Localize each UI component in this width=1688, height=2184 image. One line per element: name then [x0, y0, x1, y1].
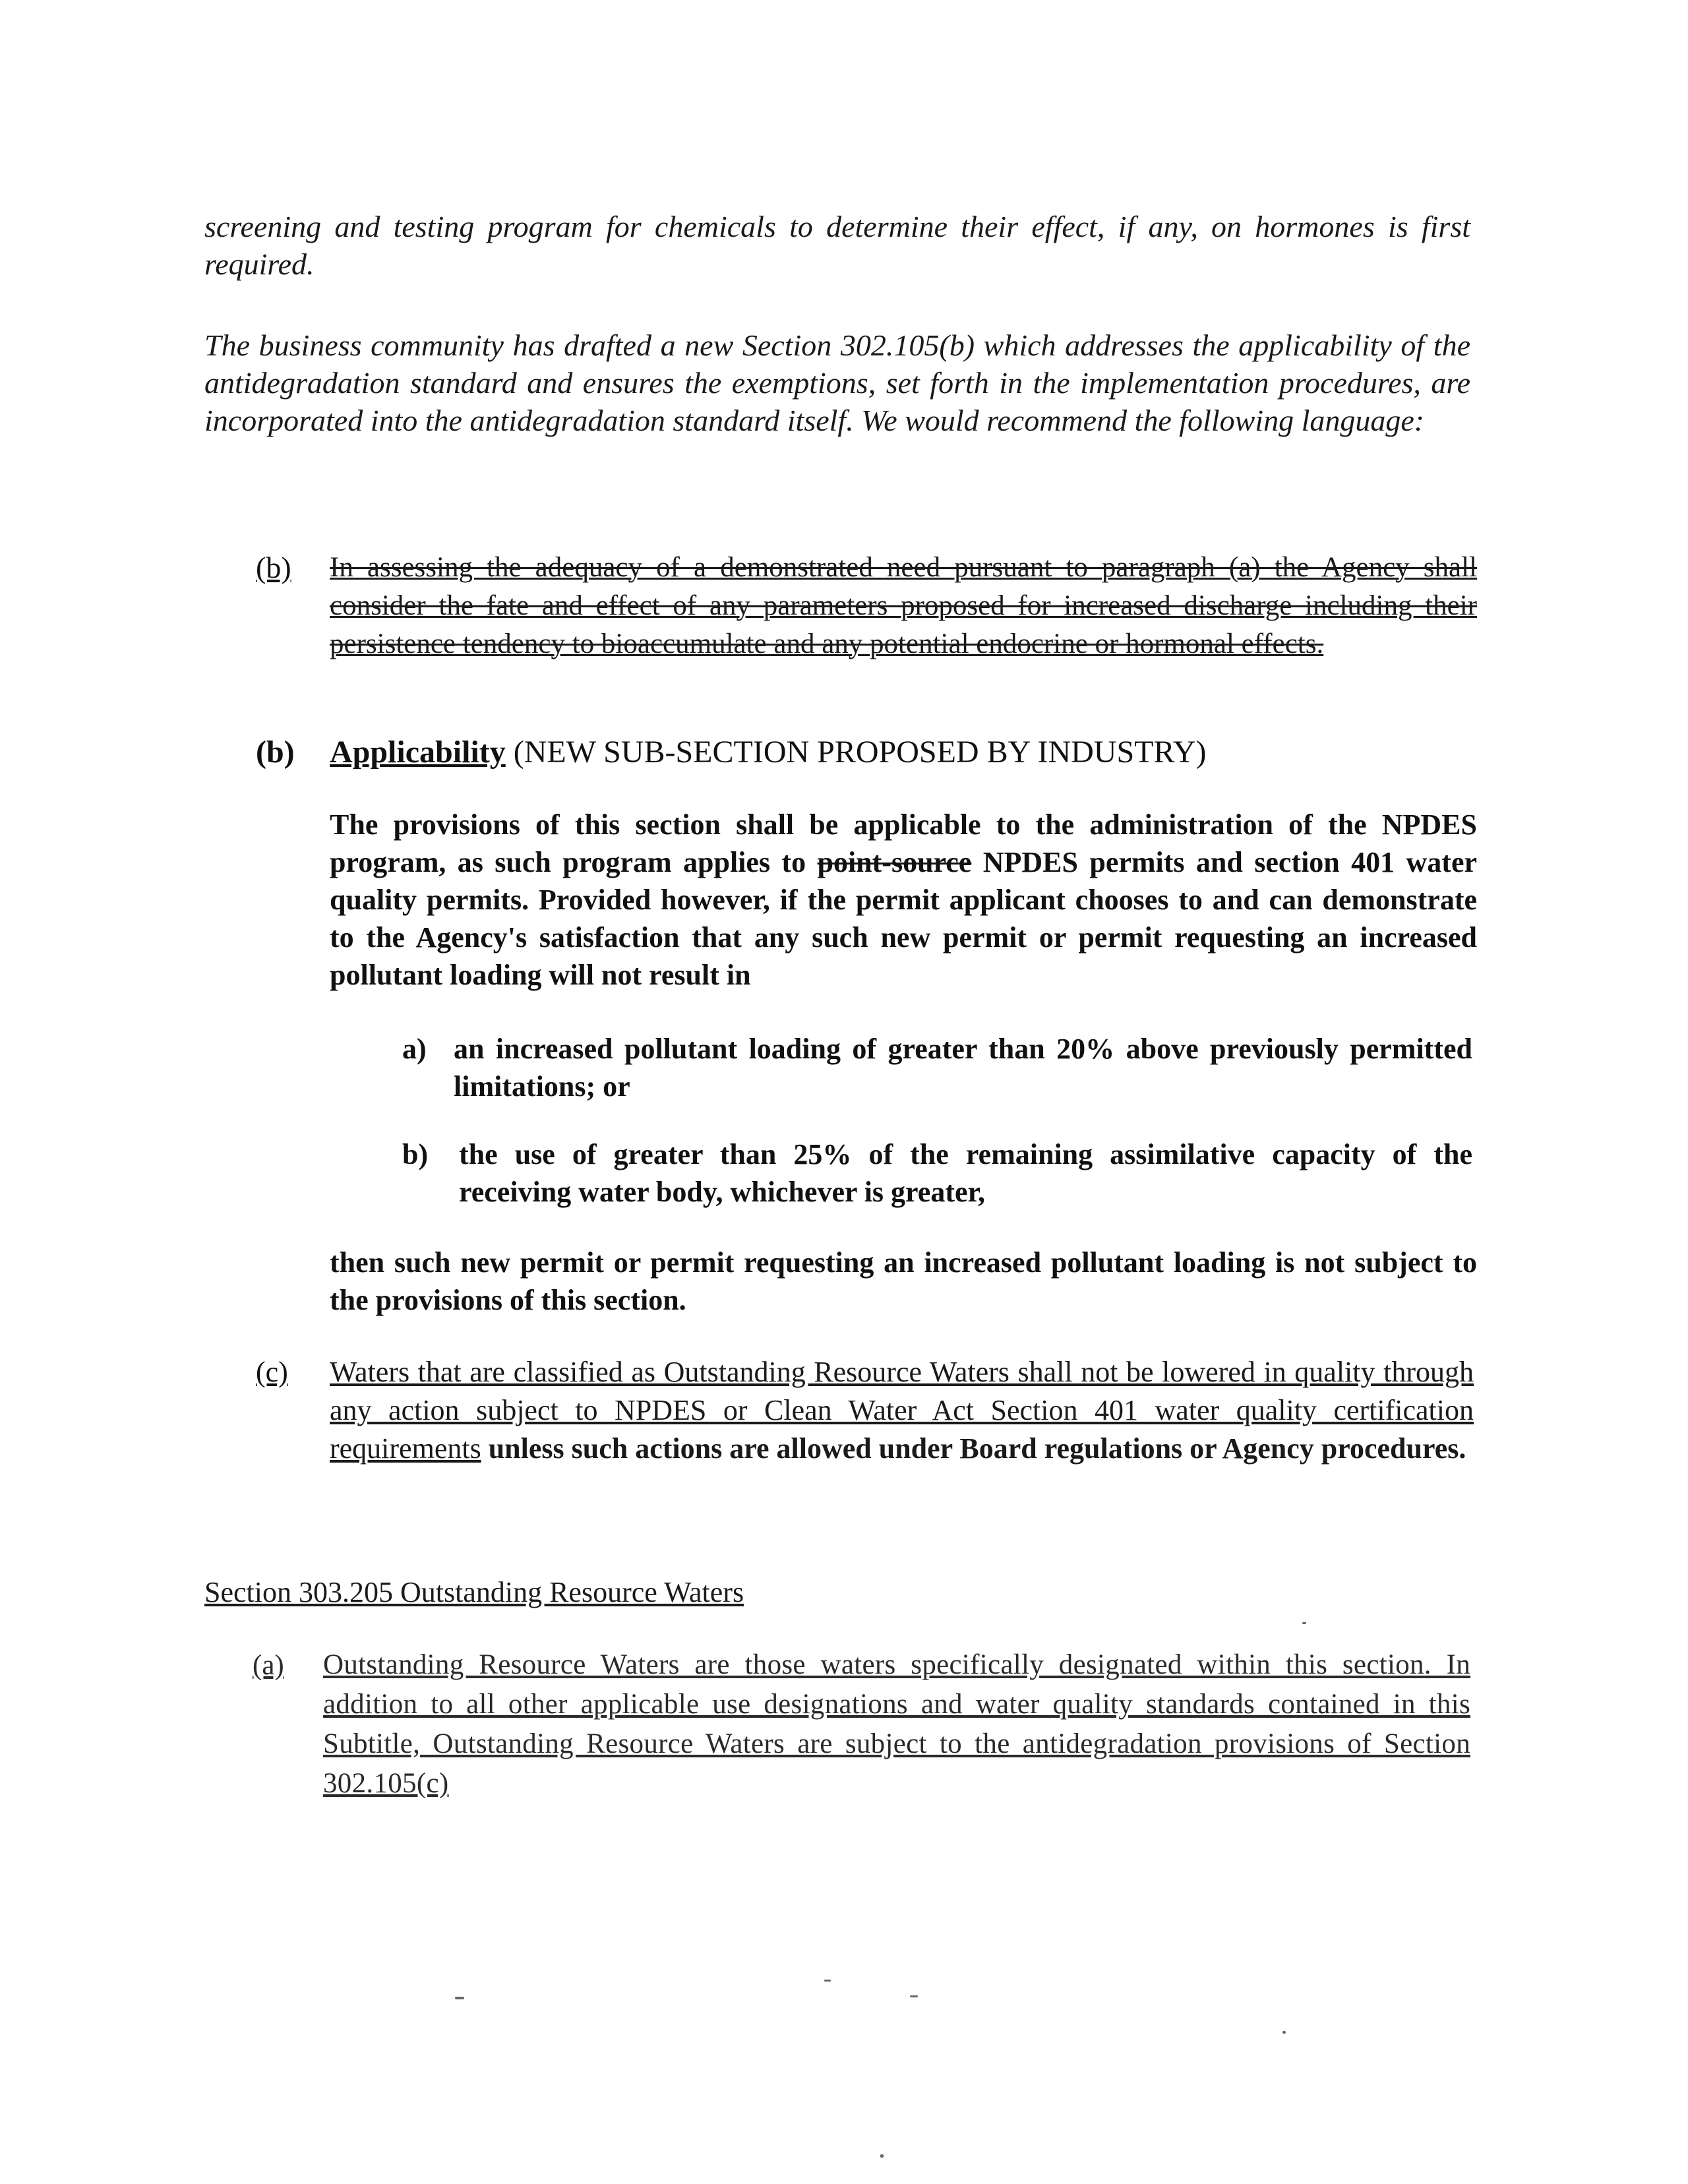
- intro-paragraph-2: The business community has drafted a new Section 302.105(b) which addresses the applicability of the antidegradation standard and ensures the exemptions, set forth in the implementation procedures, are incorporated into the antidegradation standard itself. We would recommend the following language:: [204, 328, 1470, 437]
- section-c-label: (c): [256, 1356, 288, 1388]
- scan-speck: [824, 1980, 831, 1982]
- applicability-title: Applicability: [330, 735, 506, 770]
- sub-item-b-text: the use of greater than 25% of the remaining assimilative capacity of the receiving water body, whichever is greater,: [459, 1138, 1472, 1208]
- section-c-underlined-text: Waters that are classified as Outstanding Resource Waters shall not be lowered in quality through any action subject to NPDES or Clean Water Act Section 401 water quality certification requirements: [330, 1356, 1474, 1465]
- struck-section-label: (b): [256, 551, 291, 584]
- applicability-label: (b): [256, 735, 295, 770]
- struck-point-source: point-source: [817, 846, 972, 878]
- section-303-heading: Section 303.205 Outstanding Resource Waters: [204, 1576, 744, 1608]
- intro-paragraph-1: screening and testing program for chemicals to determine their effect, if any, on hormones is first required.: [204, 210, 1470, 281]
- scan-speck: [1282, 2031, 1286, 2034]
- applicability-heading: [330, 733, 1477, 772]
- section-303-a-label: (a): [253, 1650, 284, 1681]
- applicability-closing: then such new permit or permit requesting an increased pollutant loading is not subject to the provisions of this section.: [330, 1246, 1477, 1316]
- section-c-bold-text: unless such actions are allowed under Board regulations or Agency procedures.: [488, 1432, 1466, 1465]
- applicability-para-part2: NPDES permits and section 401 water quality permits. Provided however, if the permit applicant chooses to and can demonstrate to the Agency's satisfaction that any such new permit or permit requesting an increased pollutant loading will not result in: [330, 846, 1478, 991]
- applicability-title-note: (NEW SUB-SECTION PROPOSED BY INDUSTRY): [513, 735, 1207, 770]
- scan-speck: [455, 1997, 464, 1999]
- scan-speck: [1302, 1622, 1306, 1624]
- applicability-para-part1: The provisions of this section shall be applicable to the administration of the NPDES program, as such program applies to: [330, 808, 1477, 878]
- scan-speck: [880, 2154, 884, 2158]
- struck-section-text: In assessing the adequacy of a demonstrated need pursuant to paragraph (a) the Agency shall consider the fate and effect of any parameters proposed for increased discharge including their persistence tendency to bioaccumulate and any potential endocrine or hormonal effects.: [330, 552, 1477, 659]
- sub-item-a-label: a): [402, 1033, 427, 1065]
- sub-item-b-label: b): [402, 1138, 429, 1170]
- section-303-a-text: Outstanding Resource Waters are those waters specifically designated within this section. In addition to all other applicable use designations and water quality standards contained in this Subtitle, Outstanding Resource Waters are subject to the antidegradation provisions of Section 302.105(c): [323, 1649, 1470, 1799]
- section-c-paragraph: [330, 1353, 1474, 1468]
- applicability-paragraph: [330, 806, 1477, 994]
- scan-speck: [910, 1995, 918, 1997]
- sub-item-a-text: an increased pollutant loading of greater than 20% above previously permitted limitations; or: [454, 1033, 1472, 1103]
